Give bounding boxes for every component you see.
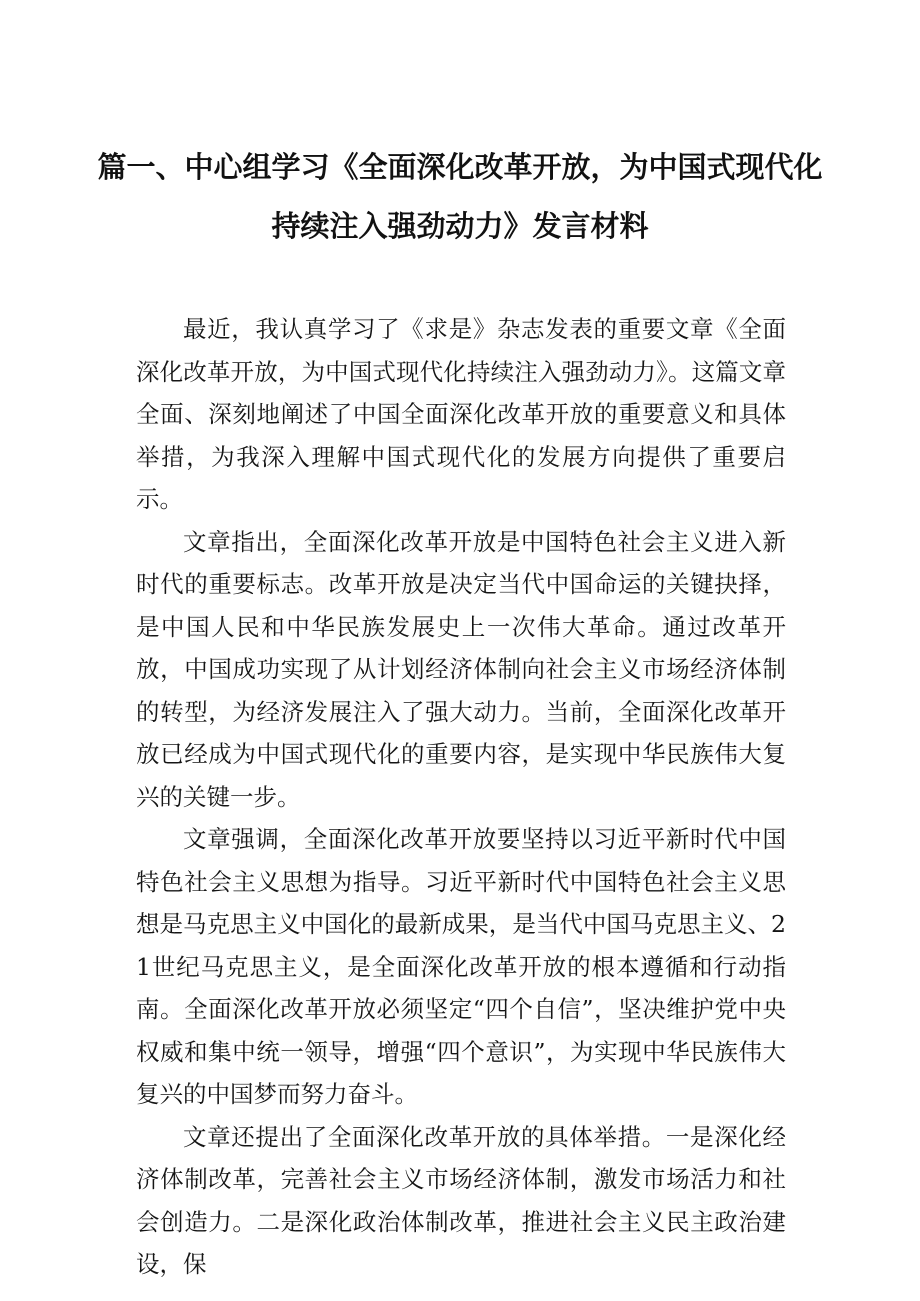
- paragraph-4: 文章还提出了全面深化改革开放的具体举措。一是深化经济体制改革，完善社会主义市场经济体制，激发市场活力和社会创造力。二是深化政治体制改革，推进社会主义民主政治建设，保: [136, 1122, 786, 1278]
- document-title-line-2: 持续注入强劲动力》发言材料: [271, 209, 649, 243]
- paragraph-2: 文章指出，全面深化改革开放是中国特色社会主义进入新时代的重要标志。改革开放是决定当代中国命运的关键抉择，是中国人民和中华民族发展史上一次伟大革命。通过改革开放，中国成功实现了从计划经济体制向社会主义市场经济体制的转型，为经济发展注入了强大动力。当前，全面深化改革开放已经成为中国式现代化的重要内容，是实现中华民族伟大复兴的关键一步。: [136, 527, 786, 811]
- paragraph-3: 文章强调，全面深化改革开放要坚持以习近平新时代中国特色社会主义思想为指导。习近平新时代中国特色社会主义思想是马克思主义中国化的最新成果，是当代中国马克思主义、21世纪马克思主义，是全面深化改革开放的根本遵循和行动指南。全面深化改革开放必须坚定“四个自信”，坚决维护党中央权威和集中统一领导，增强“四个意识”，为实现中华民族伟大复兴的中国梦而努力奋斗。: [136, 825, 786, 1108]
- paragraph-1: 最近，我认真学习了《求是》杂志发表的重要文章《全面深化改革开放，为中国式现代化持续注入强劲动力》。这篇文章全面、深刻地阐述了中国全面深化改革开放的重要意义和具体举措，为我深入理解中国式现代化的发展方向提供了重要启示。: [136, 315, 786, 513]
- document-title-line-1: 篇一、中心组学习《全面深化改革开放，为中国式现代化: [97, 150, 823, 184]
- document-body: [136, 308, 786, 1286]
